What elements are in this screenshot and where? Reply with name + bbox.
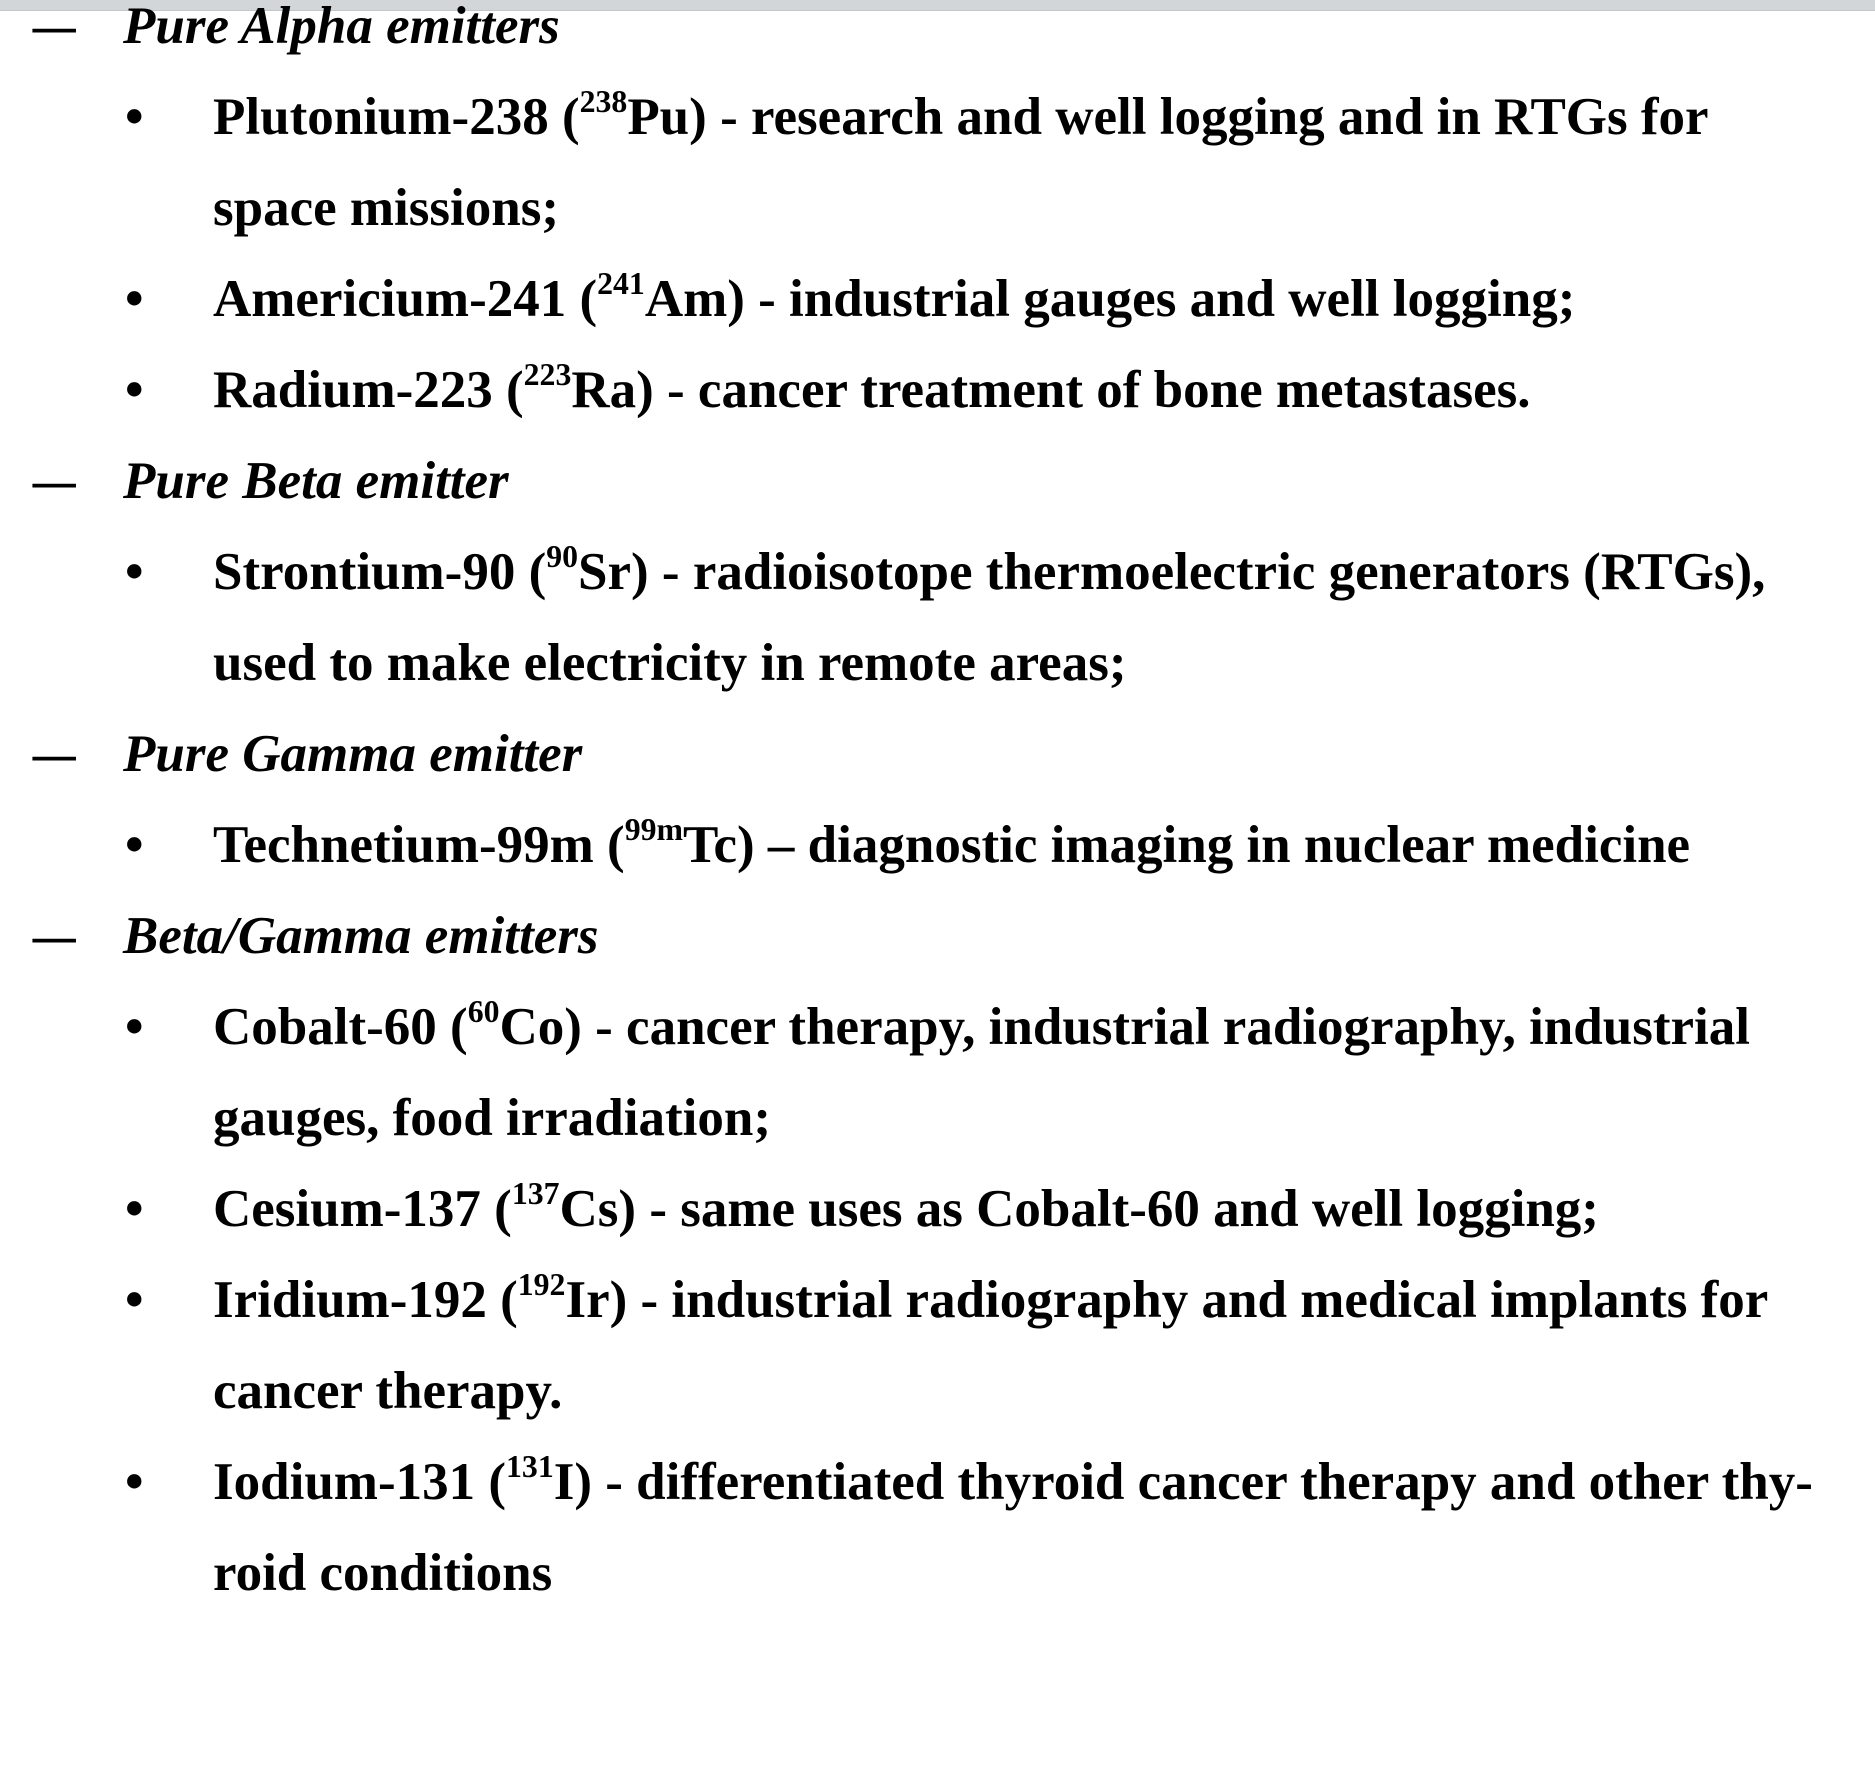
isotope-item-iodium-131 bbox=[0, 1437, 1875, 1619]
item-description-part: Ir) - industrial radiography and medical implants for bbox=[565, 1271, 1769, 1329]
item-line bbox=[213, 527, 1875, 618]
item-continuation-line: gauges, food irradiation; bbox=[213, 1089, 771, 1147]
dash-marker-icon: – bbox=[33, 452, 76, 510]
bullet-marker-icon: • bbox=[125, 270, 144, 328]
bullet-marker-icon: • bbox=[125, 1180, 144, 1238]
isotope-name-part: Cobalt-60 ( bbox=[213, 998, 468, 1056]
bullet-marker-icon: • bbox=[125, 88, 144, 146]
section-heading-pure-beta bbox=[0, 436, 1875, 527]
mass-number-superscript: 238 bbox=[579, 83, 628, 119]
isotope-item-plutonium-238 bbox=[0, 72, 1875, 254]
item-continuation-line: cancer therapy. bbox=[213, 1362, 563, 1420]
item-description-part: Sr) - radioisotope thermoelectric generators (RTGs), bbox=[578, 543, 1766, 601]
mass-number-superscript: 90 bbox=[546, 538, 579, 574]
bullet-marker-icon: • bbox=[125, 998, 144, 1056]
section-heading-pure-gamma bbox=[0, 709, 1875, 800]
isotope-name-part: Iridium-192 ( bbox=[213, 1271, 518, 1329]
section-heading-pure-alpha bbox=[0, 0, 1875, 72]
section-heading-label: Pure Gamma emitter bbox=[123, 725, 583, 783]
item-description-part: Pu) - research and well logging and in RTGs for bbox=[627, 88, 1709, 146]
isotope-item-radium-223 bbox=[0, 345, 1875, 436]
item-description-part: Co) - cancer therapy, industrial radiography, industrial bbox=[499, 998, 1750, 1056]
item-continuation-line: roid conditions bbox=[213, 1544, 553, 1602]
item-line bbox=[213, 1255, 1875, 1346]
item-line bbox=[213, 800, 1875, 891]
item-description-part: Cs) - same uses as Cobalt-60 and well logging; bbox=[559, 1180, 1599, 1238]
isotope-name-part: Cesium-137 ( bbox=[213, 1180, 512, 1238]
bullet-marker-icon: • bbox=[125, 543, 144, 601]
isotope-item-technetium-99m bbox=[0, 800, 1875, 891]
item-line bbox=[213, 1164, 1875, 1255]
dash-marker-icon: – bbox=[33, 725, 76, 783]
item-description-part: I) - differentiated thyroid cancer therapy and other thy- bbox=[553, 1453, 1813, 1511]
bullet-marker-icon: • bbox=[125, 1271, 144, 1329]
item-line bbox=[213, 345, 1875, 436]
isotope-item-cesium-137 bbox=[0, 1164, 1875, 1255]
isotope-name-part: Plutonium-238 ( bbox=[213, 88, 580, 146]
isotope-item-iridium-192 bbox=[0, 1255, 1875, 1437]
item-continuation-line: used to make electricity in remote areas; bbox=[213, 634, 1127, 692]
isotope-name-part: Strontium-90 ( bbox=[213, 543, 547, 601]
item-description-part: Ra) - cancer treatment of bone metastases. bbox=[571, 361, 1531, 419]
item-line bbox=[213, 982, 1875, 1073]
section-heading-label: Beta/Gamma emitters bbox=[123, 907, 599, 965]
isotope-item-strontium-90 bbox=[0, 527, 1875, 709]
isotope-item-cobalt-60 bbox=[0, 982, 1875, 1164]
item-description-part: Am) - industrial gauges and well logging; bbox=[644, 270, 1576, 328]
isotope-item-americium-241 bbox=[0, 254, 1875, 345]
mass-number-superscript: 223 bbox=[523, 356, 572, 392]
mass-number-superscript: 137 bbox=[511, 1175, 560, 1211]
item-line bbox=[213, 254, 1875, 345]
bullet-marker-icon: • bbox=[125, 361, 144, 419]
section-heading-label: Pure Alpha emitters bbox=[123, 0, 560, 55]
section-heading-label: Pure Beta emitter bbox=[123, 452, 509, 510]
bullet-marker-icon: • bbox=[125, 1453, 144, 1511]
mass-number-superscript: 192 bbox=[517, 1266, 566, 1302]
dash-marker-icon: – bbox=[33, 907, 76, 965]
isotope-name-part: Iodium-131 ( bbox=[213, 1453, 507, 1511]
item-description-part: Tc) – diagnostic imaging in nuclear medicine bbox=[683, 816, 1691, 874]
isotope-name-part: Americium-241 ( bbox=[213, 270, 598, 328]
item-line bbox=[213, 72, 1875, 163]
item-continuation-line: space missions; bbox=[213, 179, 560, 237]
section-heading-beta-gamma bbox=[0, 891, 1875, 982]
bullet-marker-icon: • bbox=[125, 816, 144, 874]
isotope-name-part: Technetium-99m ( bbox=[213, 816, 625, 874]
mass-number-superscript: 99m bbox=[624, 811, 684, 847]
isotope-name-part: Radium-223 ( bbox=[213, 361, 524, 419]
mass-number-superscript: 241 bbox=[597, 265, 645, 301]
item-line bbox=[213, 1437, 1875, 1528]
mass-number-superscript: 60 bbox=[467, 993, 500, 1029]
mass-number-superscript: 131 bbox=[506, 1448, 554, 1484]
dash-marker-icon: – bbox=[33, 0, 76, 55]
